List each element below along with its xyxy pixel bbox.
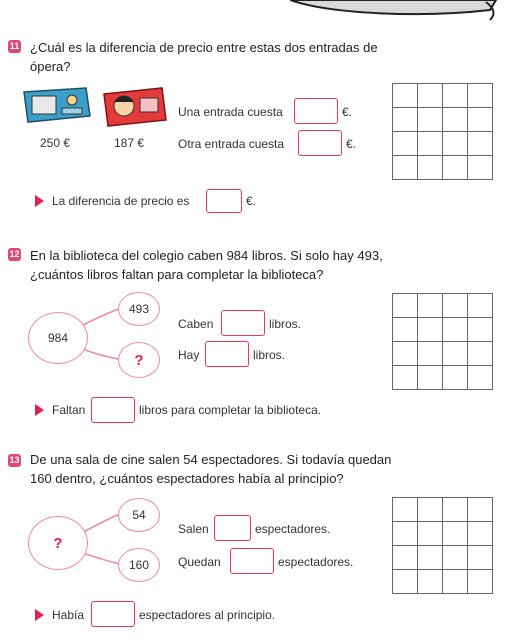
problem-11-question: ¿Cuál es la diferencia de precio entre estas dos entradas de ópera? xyxy=(30,40,378,74)
answer-unit: €. xyxy=(246,194,257,208)
answer-label: La diferencia de precio es xyxy=(52,194,190,208)
line2-label: Hay xyxy=(178,348,200,362)
problem-12-question: En la biblioteca del colegio caben 984 libros. Si solo hay 493, ¿cuántos libros faltan para completar la biblioteca? xyxy=(30,248,383,282)
answer-box-left[interactable] xyxy=(214,515,251,541)
answer-unit: libros para completar la biblioteca. xyxy=(139,403,322,417)
ticket-2-price: 187 € xyxy=(114,136,145,150)
answer-arrow-icon xyxy=(35,609,44,621)
line1-label: Caben xyxy=(178,317,214,331)
line2-unit: libros. xyxy=(253,348,286,362)
line1-label: Una entrada cuesta xyxy=(178,105,283,119)
total-oval-984: 984 xyxy=(28,312,88,364)
line1-unit: espectadores. xyxy=(255,522,331,536)
line1-label: Salen xyxy=(178,522,209,536)
part-oval-160: 160 xyxy=(118,548,160,582)
part-oval-54: 54 xyxy=(118,498,160,532)
unknown-oval: ? xyxy=(118,342,160,378)
problem-number-13: 13 xyxy=(9,455,20,465)
answer-label: Faltan xyxy=(52,403,86,417)
part-oval-493: 493 xyxy=(118,292,160,326)
problem-number-12: 12 xyxy=(9,249,20,259)
answer-box-initial[interactable] xyxy=(91,601,135,627)
answer-label: Había xyxy=(52,608,85,622)
line1-unit: €. xyxy=(342,105,353,119)
calculation-grid-13[interactable] xyxy=(392,497,494,595)
line2-unit: €. xyxy=(346,137,357,151)
answer-unit: espectadores al principio. xyxy=(139,608,276,622)
ticket-1-price: 250 € xyxy=(40,136,71,150)
line2-unit: espectadores. xyxy=(278,555,354,569)
line2-label: Quedan xyxy=(178,555,221,569)
problem-13-question: De una sala de cine salen 54 espectadores. Si todavía quedan 160 dentro, ¿cuántos espectadores había al principio? xyxy=(30,452,392,486)
total-oval-unknown: ? xyxy=(28,516,88,570)
line1-unit: libros. xyxy=(269,317,302,331)
problem-number-11: 11 xyxy=(9,41,20,51)
answer-box-remaining[interactable] xyxy=(230,548,274,574)
line2-label: Otra entrada cuesta xyxy=(178,137,285,151)
